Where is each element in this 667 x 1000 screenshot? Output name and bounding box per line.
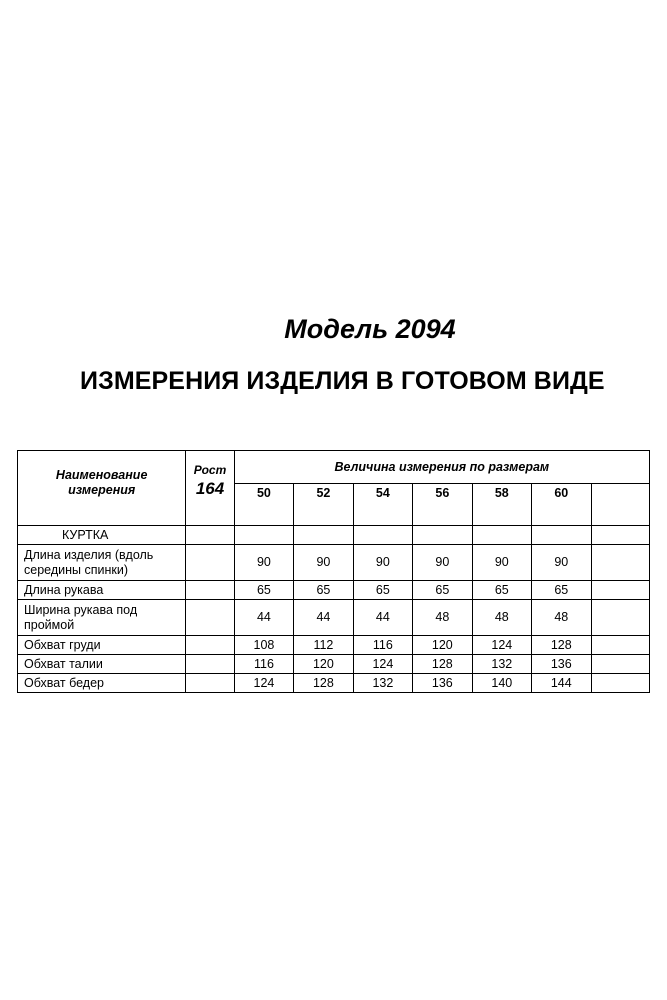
table-row: [18, 674, 650, 693]
value-cell: 124: [353, 655, 412, 674]
value-cell: [591, 600, 649, 636]
value-cell: 136: [532, 655, 591, 674]
value-cell: 90: [413, 545, 472, 581]
header-rost: [186, 451, 234, 526]
value-cell: 65: [532, 581, 591, 600]
row-label: Обхват талии: [18, 655, 186, 674]
value-cell: [234, 526, 293, 545]
value-cell: 136: [413, 674, 472, 693]
value-cell: 65: [353, 581, 412, 600]
value-cell: 44: [353, 600, 412, 636]
header-measurement-name: [18, 451, 186, 526]
table-row: [18, 581, 650, 600]
table-row: [18, 545, 650, 581]
value-cell: 128: [413, 655, 472, 674]
row-label: Обхват бедер: [18, 674, 186, 693]
value-cell: [294, 526, 353, 545]
value-cell: [472, 526, 531, 545]
rost-value: 164: [195, 479, 225, 498]
row-label: Ширина рукава под проймой: [18, 600, 186, 636]
value-cell: 44: [294, 600, 353, 636]
rost-cell: [186, 674, 234, 693]
value-cell: [591, 545, 649, 581]
value-cell: 65: [234, 581, 293, 600]
size-header: 56: [413, 484, 472, 526]
value-cell: 112: [294, 636, 353, 655]
section-label: КУРТКА: [18, 526, 186, 545]
row-label: Обхват груди: [18, 636, 186, 655]
value-cell: 120: [294, 655, 353, 674]
table-row: [18, 600, 650, 636]
value-cell: [591, 526, 649, 545]
value-cell: 48: [413, 600, 472, 636]
value-cell: 124: [234, 674, 293, 693]
value-cell: 65: [413, 581, 472, 600]
size-header: 60: [532, 484, 591, 526]
rost-label: Рост: [193, 463, 227, 477]
table-row: [18, 655, 650, 674]
value-cell: [591, 636, 649, 655]
value-cell: [591, 655, 649, 674]
rost-cell: [186, 581, 234, 600]
size-header: 54: [353, 484, 412, 526]
value-cell: 48: [472, 600, 531, 636]
header-name-line2: измерения: [68, 483, 136, 497]
value-cell: 48: [532, 600, 591, 636]
value-cell: 120: [413, 636, 472, 655]
rost-cell: [186, 600, 234, 636]
header-size-group: Величина измерения по размерам: [234, 451, 649, 484]
value-cell: 65: [294, 581, 353, 600]
value-cell: 90: [294, 545, 353, 581]
value-cell: [532, 526, 591, 545]
rost-cell: [186, 636, 234, 655]
value-cell: 90: [532, 545, 591, 581]
rost-cell: [186, 545, 234, 581]
value-cell: 44: [234, 600, 293, 636]
value-cell: 128: [294, 674, 353, 693]
model-title: Модель 2094: [284, 314, 456, 344]
value-cell: 124: [472, 636, 531, 655]
value-cell: 140: [472, 674, 531, 693]
value-cell: 90: [234, 545, 293, 581]
value-cell: [413, 526, 472, 545]
measurements-table: [17, 450, 650, 693]
value-cell: 128: [532, 636, 591, 655]
value-cell: 90: [353, 545, 412, 581]
value-cell: 132: [472, 655, 531, 674]
value-cell: [591, 581, 649, 600]
value-cell: 132: [353, 674, 412, 693]
header-row-top: [18, 451, 650, 484]
size-header: 52: [294, 484, 353, 526]
row-label: Длина рукава: [18, 581, 186, 600]
page-title: ИЗМЕРЕНИЯ ИЗДЕЛИЯ В ГОТОВОМ ВИДЕ: [80, 367, 605, 395]
rost-cell: [186, 526, 234, 545]
header-name-line1: Наименование: [55, 468, 148, 482]
value-cell: 144: [532, 674, 591, 693]
size-header: 50: [234, 484, 293, 526]
value-cell: 90: [472, 545, 531, 581]
value-cell: 116: [234, 655, 293, 674]
value-cell: 116: [353, 636, 412, 655]
value-cell: [591, 674, 649, 693]
value-cell: [353, 526, 412, 545]
value-cell: 65: [472, 581, 531, 600]
section-row: [18, 526, 650, 545]
table-row: [18, 636, 650, 655]
size-header: 58: [472, 484, 531, 526]
row-label: Длина изделия (вдоль середины спинки): [18, 545, 186, 581]
size-header: [591, 484, 649, 526]
rost-cell: [186, 655, 234, 674]
value-cell: 108: [234, 636, 293, 655]
